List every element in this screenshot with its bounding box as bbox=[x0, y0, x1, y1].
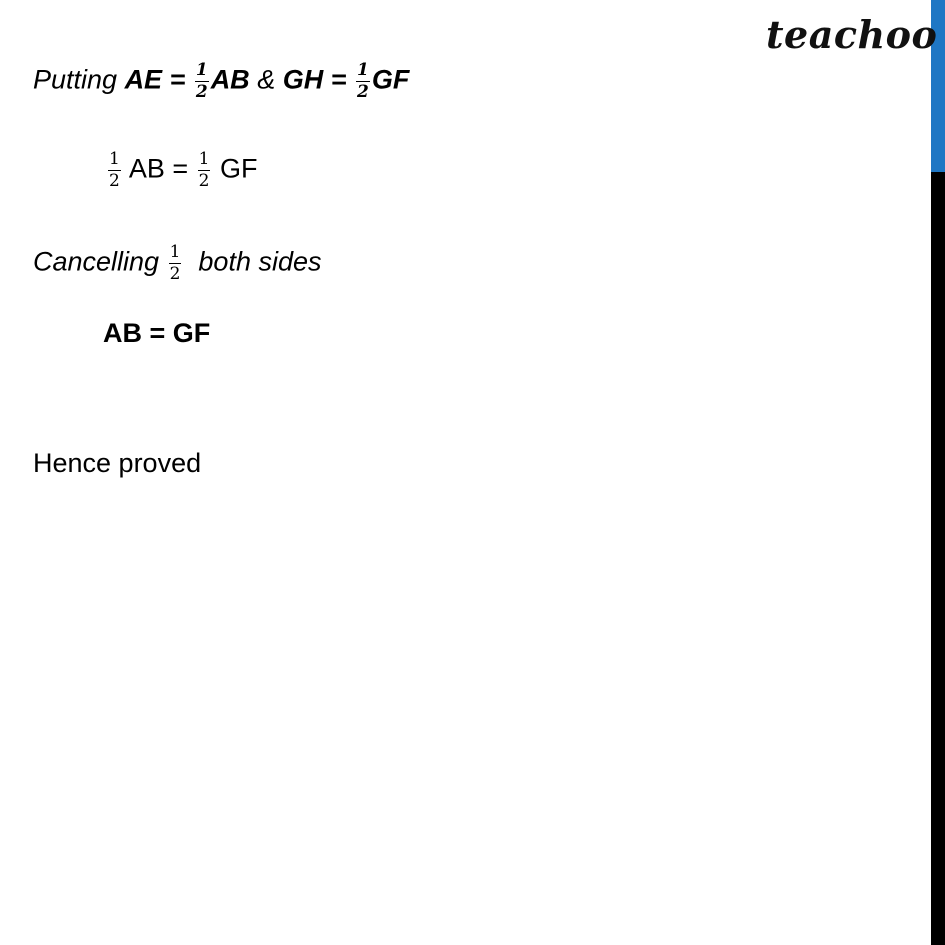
conclusion-line: Hence proved bbox=[33, 448, 202, 478]
fraction-denominator: 2 bbox=[109, 171, 120, 191]
fraction-numerator: 1 bbox=[198, 149, 210, 169]
ampersand: & bbox=[249, 64, 283, 95]
ae-label: AE = bbox=[124, 64, 193, 95]
cancelling-label: Cancelling bbox=[33, 246, 167, 277]
equation-line bbox=[106, 151, 257, 190]
fraction-denominator: 2 bbox=[356, 82, 369, 102]
fraction-half bbox=[169, 244, 182, 283]
teachoo-logo: teachoo bbox=[766, 12, 938, 57]
fraction-denominator: 2 bbox=[198, 171, 210, 191]
ab-label: AB bbox=[210, 64, 250, 95]
fraction-numerator: 1 bbox=[169, 242, 181, 262]
ab-equals-text: AB = bbox=[122, 153, 196, 184]
both-sides-label: both sides bbox=[183, 246, 322, 277]
scrollbar-track bbox=[931, 172, 945, 945]
fraction-denominator: 2 bbox=[195, 82, 208, 102]
fraction-numerator: 1 bbox=[356, 60, 369, 80]
result-line: AB = GF bbox=[103, 318, 211, 348]
fraction-half bbox=[198, 151, 211, 190]
cancelling-line bbox=[33, 244, 322, 283]
fraction-numerator: 1 bbox=[109, 149, 120, 169]
gf-label: GF bbox=[371, 64, 410, 95]
fraction-half bbox=[108, 151, 121, 190]
gh-label: GH = bbox=[282, 64, 354, 95]
fraction-numerator: 1 bbox=[195, 60, 208, 80]
putting-line bbox=[33, 62, 409, 101]
putting-label: Putting bbox=[33, 64, 125, 95]
gf-text: GF bbox=[212, 153, 258, 184]
fraction-half bbox=[356, 62, 370, 101]
fraction-denominator: 2 bbox=[169, 264, 181, 284]
fraction-half bbox=[195, 62, 209, 101]
